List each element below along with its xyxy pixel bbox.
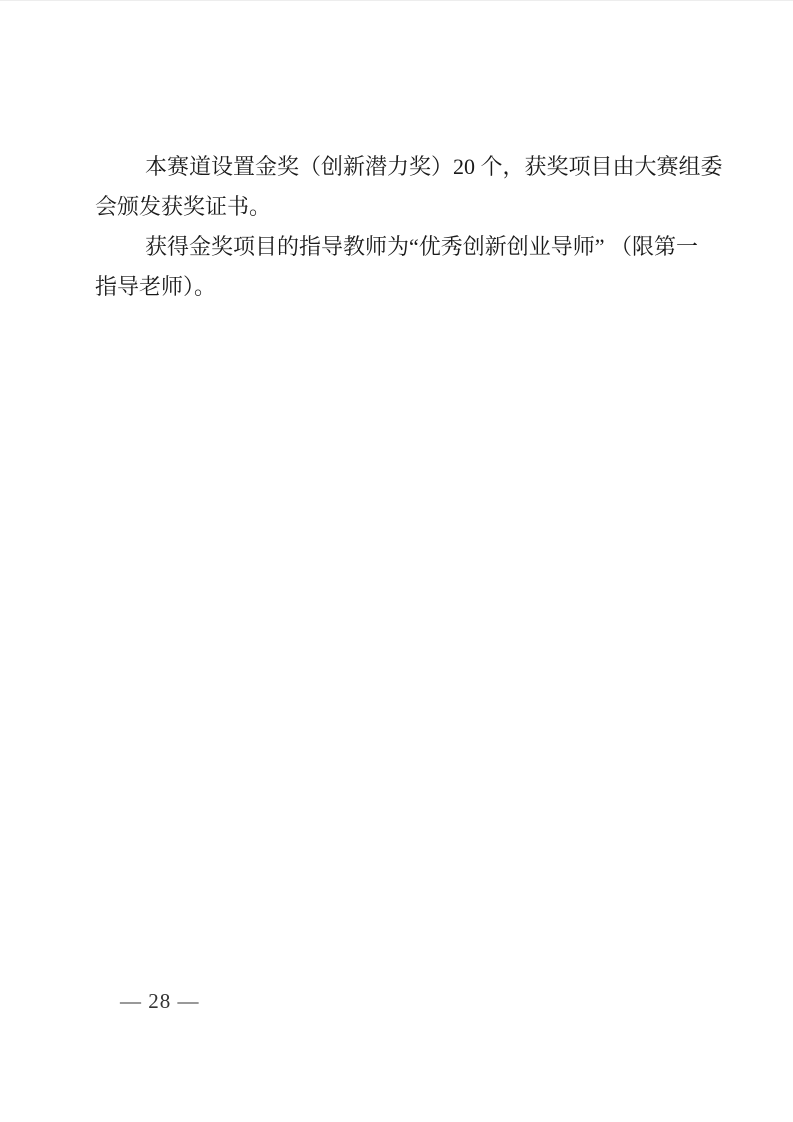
paragraph-2-line-1: 获得金奖项目的指导教师为“优秀创新创业导师” （限第一 — [145, 234, 699, 259]
paragraph-2-line-2: 指导老师）。 — [95, 274, 217, 299]
paragraph-1-line-1: 本赛道设置金奖（创新潜力奖）20 个，获奖项目由大赛组委 — [145, 154, 723, 179]
paragraph-1-line-2: 会颁发获奖证书。 — [95, 194, 272, 219]
body-text — [95, 147, 723, 307]
page-number: — 28 — — [120, 989, 200, 1013]
